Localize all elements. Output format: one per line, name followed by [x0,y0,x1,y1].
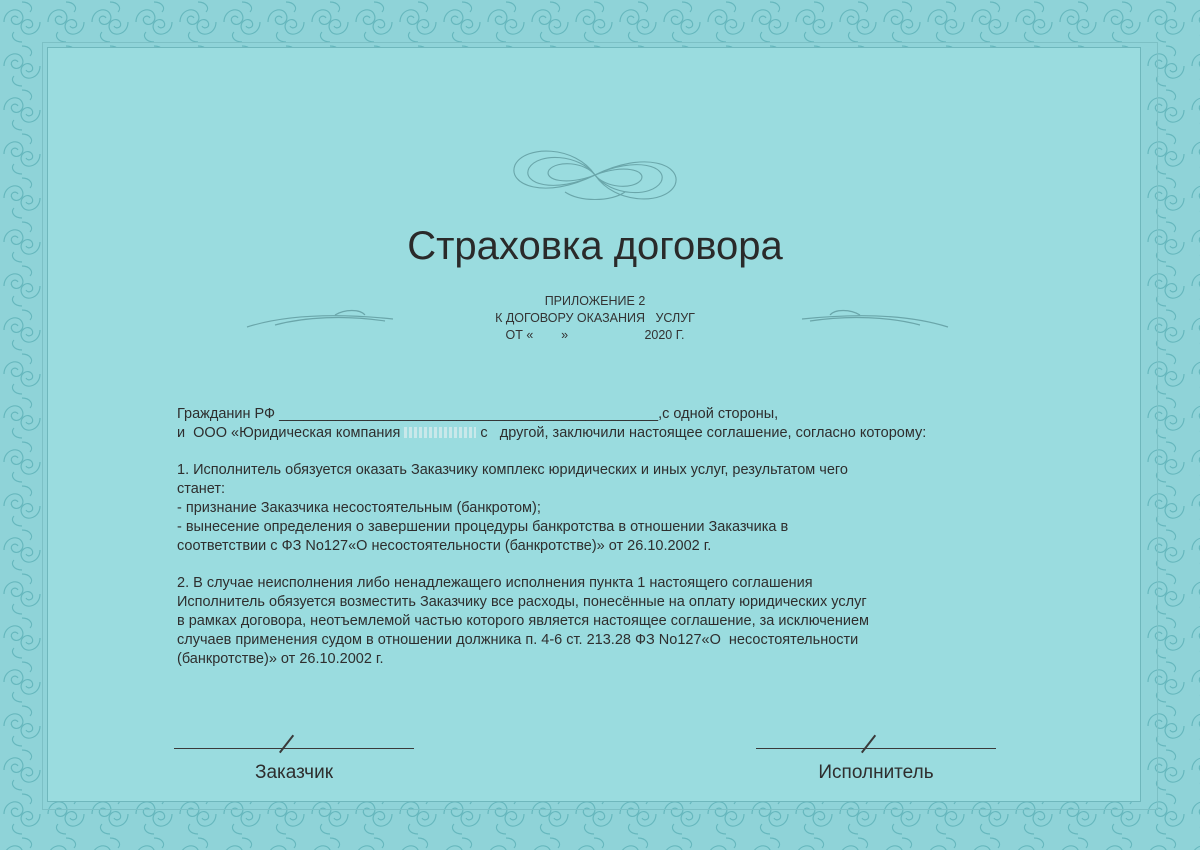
clause-2 [177,574,1077,669]
signature-line [756,748,996,749]
signature-line [174,748,414,749]
clause-1-line: - вынесение определения о завершении процедуры банкротства в отношении Заказчика в [177,519,789,535]
clause-1-line: станет: [177,481,226,497]
appendix-heading [0,293,1190,344]
appendix-line-3: ОТ « » 2020 Г. [505,328,685,342]
appendix-line-2: К ДОГОВОРУ ОКАЗАНИЯ УСЛУГ [495,311,695,325]
clause-1-line: 1. Исполнитель обязуется оказать Заказчику комплекс юридических и иных услуг, результатом чего [177,462,848,478]
clause-2-line: Исполнитель обязуется возместить Заказчику все расходы, понесённые на оплату юридических услуг [177,594,867,610]
redacted-company-name [404,427,476,438]
clause-2-line: (банкротстве)» от 26.10.2002 г. [177,651,384,667]
appendix-line-1: ПРИЛОЖЕНИЕ 2 [544,294,646,308]
clause-1-line: - признание Заказчика несостоятельным (банкротом); [177,500,541,516]
clause-2-line: случаев применения судом в отношении должника п. 4-6 ст. 213.28 ФЗ No127«О несостоятельности [177,632,859,648]
parties-line-2-prefix: и ООО «Юридическая компания [177,425,405,441]
executor-label: Исполнитель [818,762,934,783]
agreement-body [177,405,1077,669]
infinity-emblem [505,140,685,210]
parties-line-1: Гражданин РФ _______________________________________________,с одной стороны, [177,406,779,422]
clause-2-line: в рамках договора, неотъемлемой частью которого является настоящее соглашение, за исключением [177,613,870,629]
parties-line-2 [177,424,1077,443]
document-title: Страховка договора [407,224,783,268]
clause-1-line: соответствии с ФЗ No127«О несостоятельности (банкротстве)» от 26.10.2002 г. [177,538,712,554]
customer-label: Заказчик [254,762,334,783]
clause-2-line: 2. В случае неисполнения либо ненадлежащего исполнения пункта 1 настоящего соглашения [177,575,813,591]
clause-1 [177,461,1077,556]
parties-line-2-suffix: с другой, заключили настоящее соглашение, согласно которому: [476,425,927,441]
